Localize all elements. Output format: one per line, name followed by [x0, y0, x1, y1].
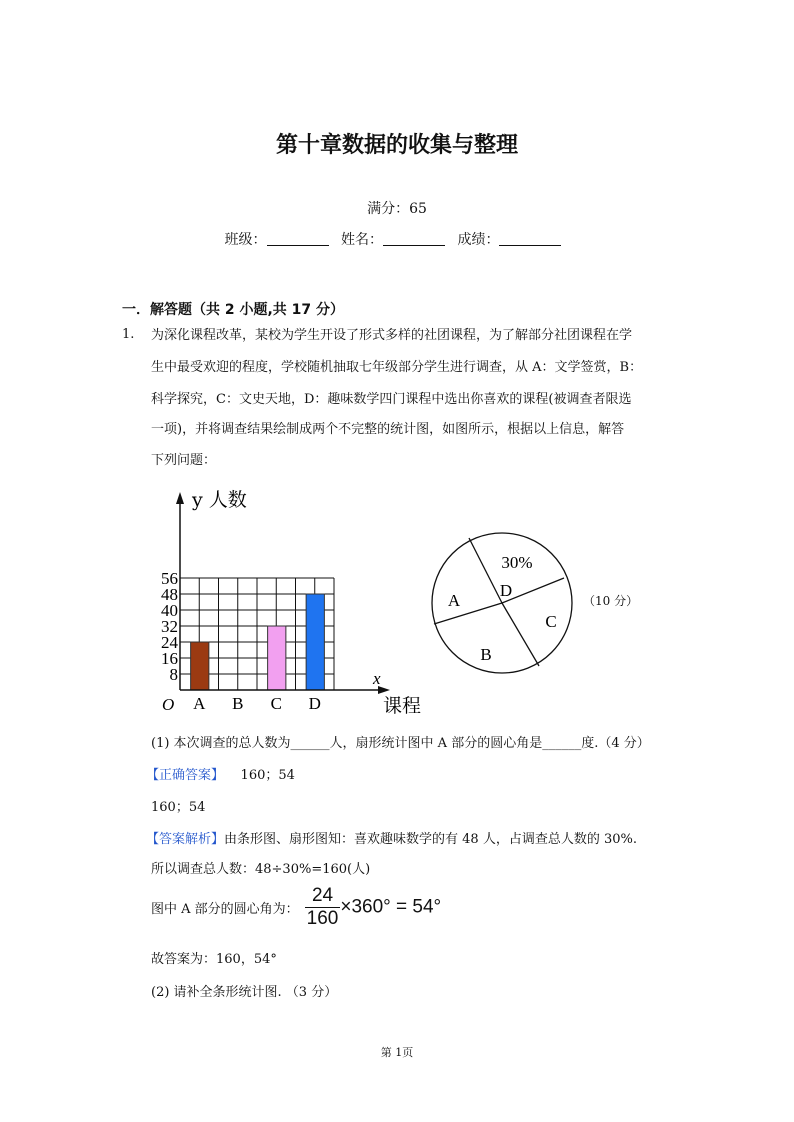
y-tick-label: 16 [161, 649, 178, 668]
full-score: 满分：65 [367, 201, 427, 217]
question-text-line: 为深化课程改革，某校为学生开设了形式多样的社团课程，为了解部分社团课程在学 [151, 328, 633, 343]
y-tick-label: 48 [161, 585, 178, 604]
correct-answer-line [146, 764, 295, 783]
question-text-line: 生中最受欢迎的程度，学校随机抽取七年级部分学生进行调查，从 A：文学签赏，B： [151, 360, 643, 375]
name-label: 姓名： [341, 232, 383, 248]
answer-repeat: 160；54 [151, 800, 206, 815]
analysis-tag: 【答案解析】 [146, 832, 225, 847]
pie-chart [426, 528, 578, 678]
question-text-line: 一项)，并将调查结果绘制成两个不完整的统计图，如图所示，根据以上信息，解答 [151, 422, 625, 437]
question-text-line: 科学探究，C：文史天地，D：趣味数学四门课程中选出你喜欢的课程(被调查者限选 [151, 392, 632, 407]
page-title: 第十章数据的收集与整理 [275, 133, 518, 158]
pie-label: D [499, 581, 513, 600]
pie-label: B [480, 645, 492, 664]
analysis-line [146, 828, 637, 847]
class-blank[interactable] [267, 231, 329, 246]
correct-answer-tag: 【正确答案】 [146, 768, 225, 783]
pie-label: A [447, 591, 461, 610]
class-label: 班级： [224, 232, 267, 248]
pie-chart-body [432, 533, 572, 673]
x-tick-label: B [232, 694, 244, 713]
formula-result: ×360° = 54° [340, 896, 442, 918]
part1-question: (1) 本次调查的总人数为______人，扇形统计图中 A 部分的圆心角是______度.（4 分） [151, 736, 650, 751]
x-tick-label: D [308, 694, 321, 713]
bar-c [268, 626, 286, 690]
pie-percent-label: 30% [501, 553, 533, 572]
x-axis-label: 课程 [383, 695, 422, 717]
x-tick-label: C [270, 694, 282, 713]
slice-boundary [502, 603, 539, 666]
y-tick-label: 40 [161, 601, 178, 620]
total-calculation: 所以调查总人数：48÷30%=160(人) [151, 862, 371, 877]
fraction-denominator: 160 [306, 908, 339, 929]
name-blank[interactable] [383, 231, 445, 246]
angle-label: 图中 A 部分的圆心角为： [151, 902, 299, 917]
grade-label: 成绩： [457, 232, 500, 248]
y-axis-label: y 人数 [192, 489, 247, 511]
grade-blank[interactable] [499, 231, 561, 246]
conclusion: 故答案为：160，54° [151, 952, 277, 967]
slice-boundary [469, 538, 502, 603]
bar-d [306, 594, 324, 690]
bar-a [191, 642, 209, 690]
fraction [305, 885, 341, 930]
question-number: 1. [122, 327, 135, 342]
page-number: 第 1页 [380, 1046, 414, 1059]
question-text-line: 下列问题： [151, 453, 217, 468]
angle-formula-line [151, 885, 441, 930]
y-tick-label: 8 [169, 665, 178, 684]
pie-label: C [545, 612, 557, 631]
y-tick-label: 56 [161, 569, 178, 588]
question-score-note: （10 分） [583, 594, 639, 608]
student-info-line [0, 229, 794, 249]
y-axis-arrow [176, 492, 184, 504]
y-tick-label: 24 [161, 633, 178, 652]
origin-label: O [162, 695, 175, 714]
slice-boundary [434, 603, 502, 624]
analysis-text: 由条形图、扇形图知：喜欢趣味数学的有 48 人，占调查总人数的 30%. [224, 832, 637, 847]
part2-question: (2) 请补全条形统计图. （3 分） [151, 985, 338, 1000]
x-tick-label: A [193, 694, 206, 713]
bar-chart [150, 482, 430, 722]
correct-answer-value: 160；54 [240, 768, 295, 783]
x-axis-variable: x [373, 669, 381, 688]
y-tick-label: 32 [161, 617, 178, 636]
section-heading: 一．解答题（共 2 小题,共 17 分） [122, 302, 345, 318]
fraction-numerator: 24 [311, 885, 334, 906]
